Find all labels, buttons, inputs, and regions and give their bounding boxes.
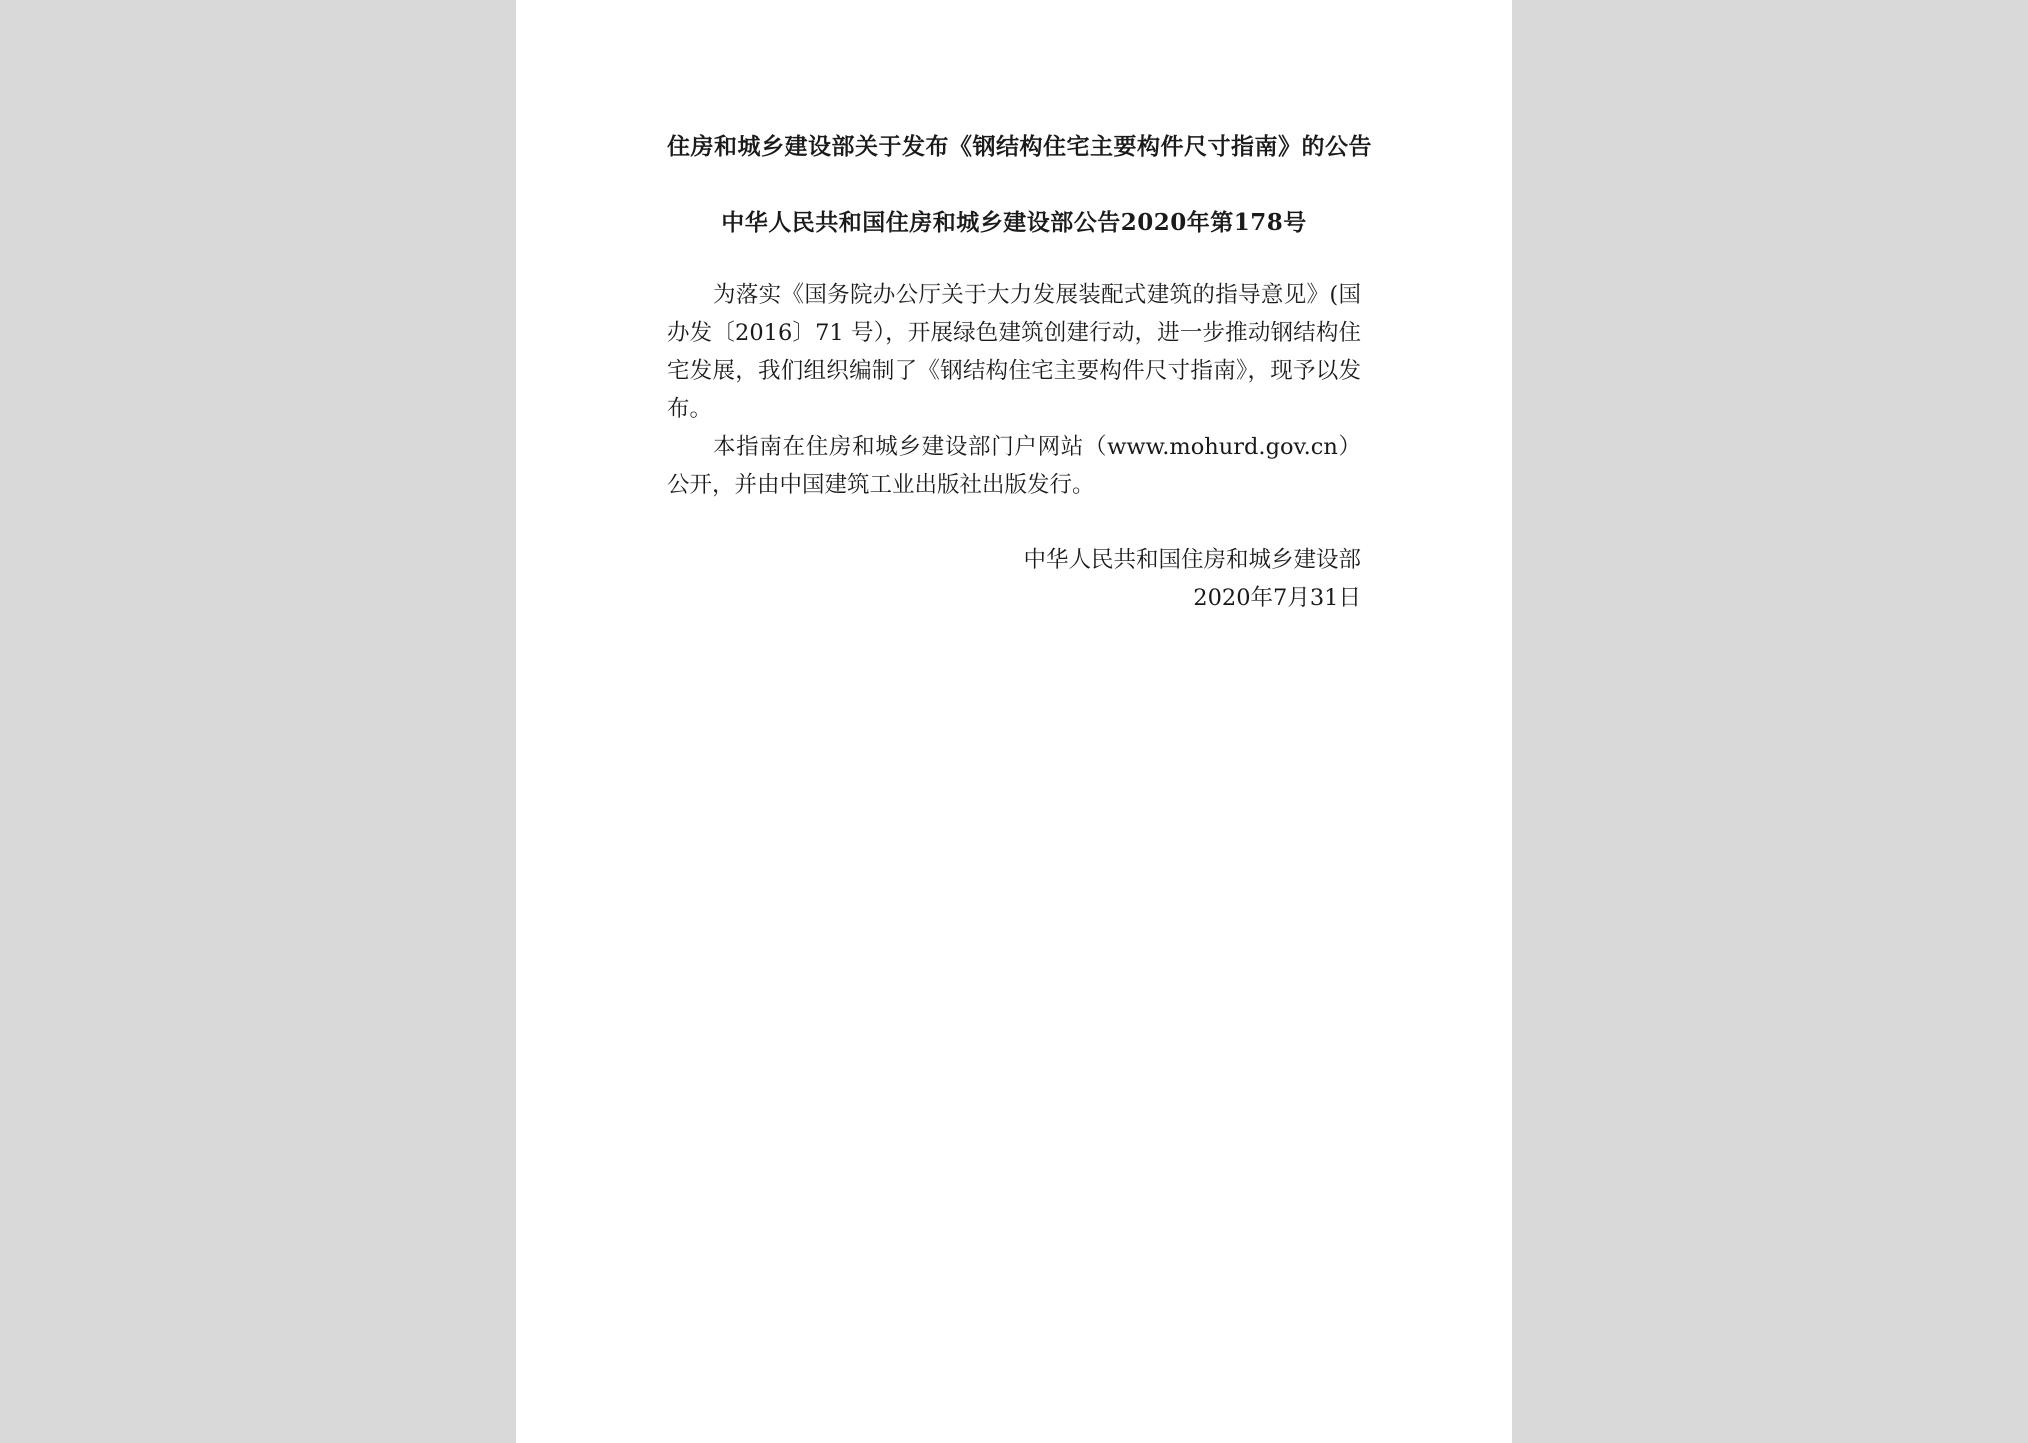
body-paragraph-2: 本指南在住房和城乡建设部门户网站（www.mohurd.gov.cn）公开，并由中国建筑工业出版社出版发行。 [667,434,1361,498]
announcement-number: 中华人民共和国住房和城乡建设部公告2020年第178号 [721,209,1307,236]
body-paragraph-1: 为落实《国务院办公厅关于大力发展装配式建筑的指导意见》(国办发〔2016〕71 号），开展绿色建筑创建行动，进一步推动钢结构住宅发展，我们组织编制了《钢结构住宅主要构件尺寸指南》，现予以发布。 [667,282,1361,422]
document-page [516,0,1512,1443]
signature-date: 2020年7月31日 [1193,585,1361,611]
signature-organization: 中华人民共和国住房和城乡建设部 [1023,547,1361,573]
document-title: 住房和城乡建设部关于发布《钢结构住宅主要构件尺寸指南》的公告 [667,133,1372,160]
